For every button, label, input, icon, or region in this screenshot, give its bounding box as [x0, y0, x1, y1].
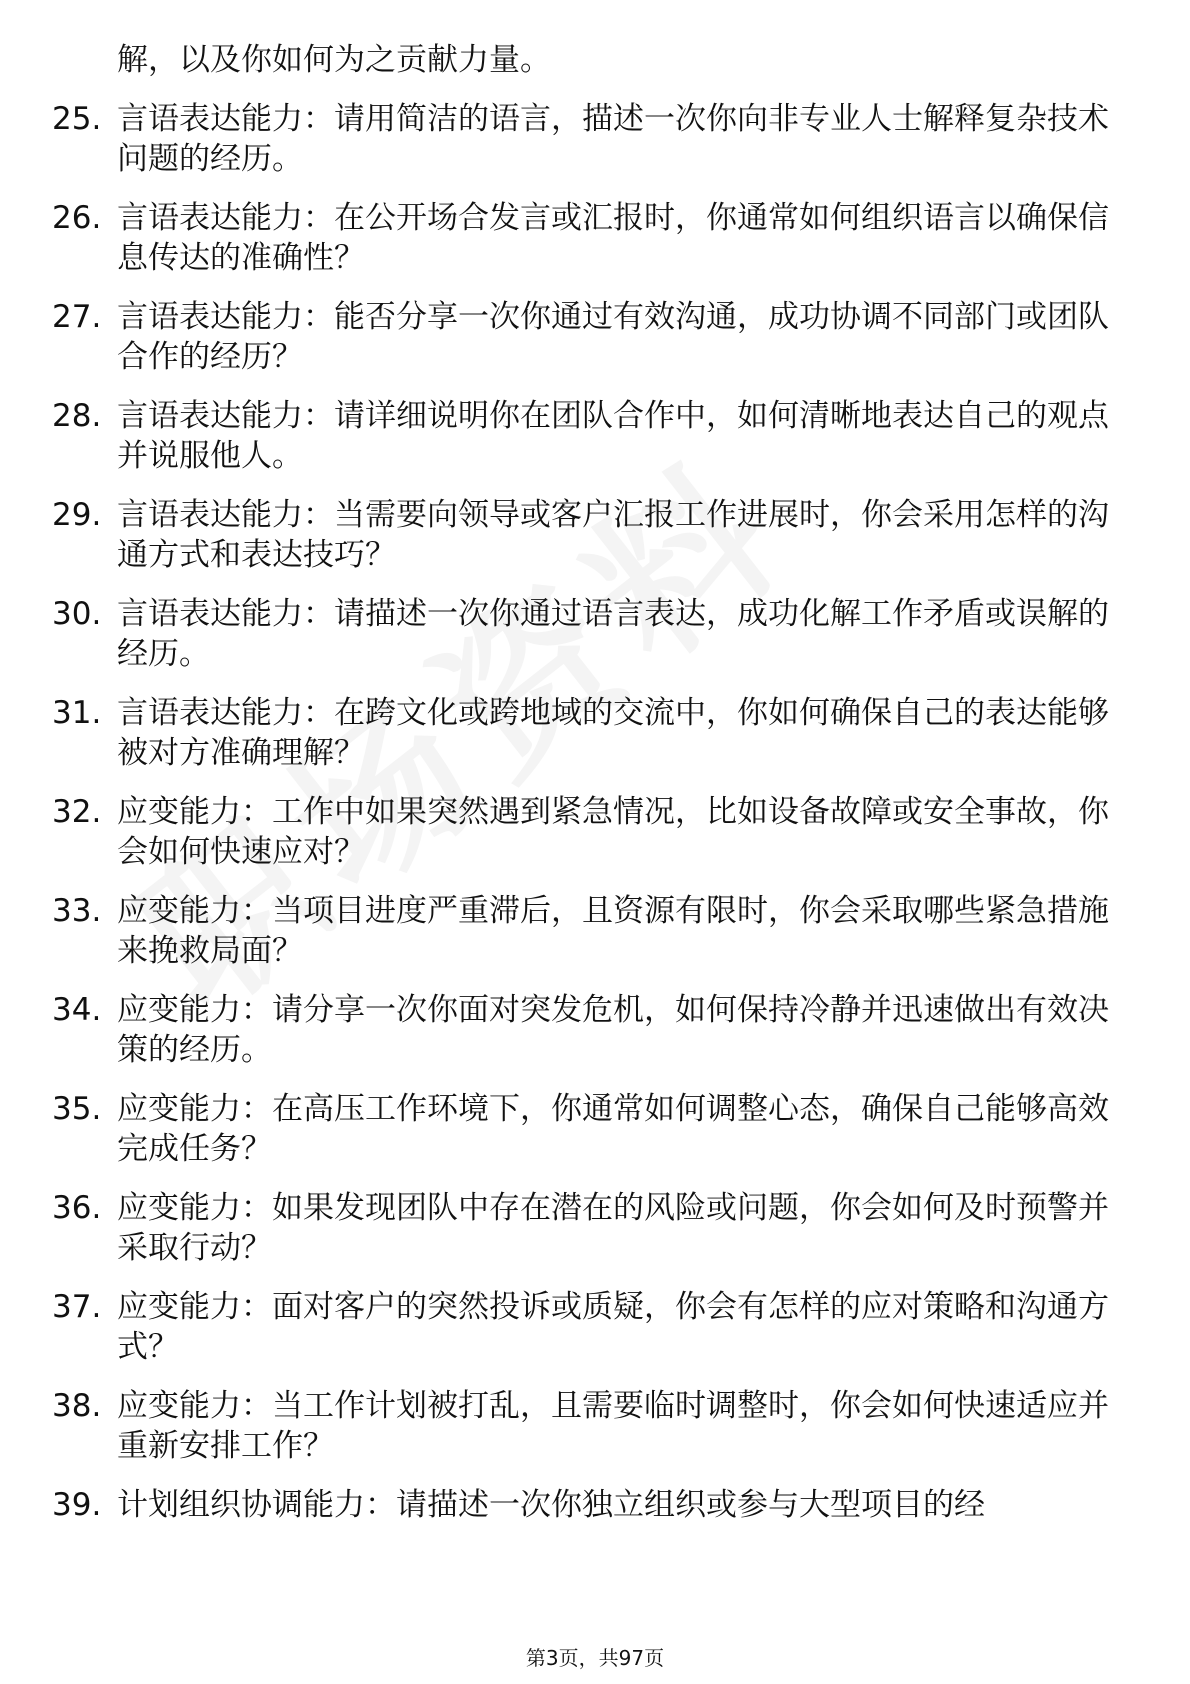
- list-item: [52, 1485, 1132, 1525]
- item-text: 应变能力：当工作计划被打乱，且需要临时调整时，你会如何快速适应并重新安排工作？: [117, 1388, 1109, 1464]
- list-item: [52, 891, 1132, 971]
- item-text: 应变能力：工作中如果突然遇到紧急情况，比如设备故障或安全事故，你会如何快速应对？: [117, 794, 1109, 870]
- list-item: [52, 792, 1132, 872]
- continued-text: 解，以及你如何为之贡献力量。: [117, 42, 551, 78]
- item-text: 言语表达能力：请描述一次你通过语言表达，成功化解工作矛盾或误解的经历。: [117, 596, 1109, 672]
- item-text: 应变能力：面对客户的突然投诉或质疑，你会有怎样的应对策略和沟通方式？: [117, 1289, 1109, 1365]
- item-number: 29.: [52, 497, 102, 533]
- item-number: 34.: [52, 992, 102, 1028]
- list-item: [52, 594, 1132, 674]
- item-number: 39.: [52, 1487, 102, 1523]
- list-item: [52, 990, 1132, 1070]
- item-number: 28.: [52, 398, 102, 434]
- item-text: 应变能力：在高压工作环境下，你通常如何调整心态，确保自己能够高效完成任务？: [117, 1091, 1109, 1167]
- item-number: 31.: [52, 695, 102, 731]
- item-text: 言语表达能力：能否分享一次你通过有效沟通，成功协调不同部门或团队合作的经历？: [117, 299, 1109, 375]
- item-number: 35.: [52, 1091, 102, 1127]
- item-number: 32.: [52, 794, 102, 830]
- list-item: [52, 198, 1132, 278]
- list-item: [52, 1089, 1132, 1169]
- page-footer: 第3页，共97页: [525, 1646, 665, 1670]
- item-number: 30.: [52, 596, 102, 632]
- item-number: 36.: [52, 1190, 102, 1226]
- list-item: [52, 396, 1132, 476]
- item-text: 应变能力：请分享一次你面对突发危机，如何保持冷静并迅速做出有效决策的经历。: [117, 992, 1109, 1068]
- item-text: 应变能力：如果发现团队中存在潜在的风险或问题，你会如何及时预警并采取行动？: [117, 1190, 1109, 1266]
- list-item: [52, 1287, 1132, 1367]
- item-text: 计划组织协调能力：请描述一次你独立组织或参与大型项目的经: [117, 1487, 985, 1523]
- item-number: 33.: [52, 893, 102, 929]
- list-item: [52, 99, 1132, 179]
- item-text: 言语表达能力：在公开场合发言或汇报时，你通常如何组织语言以确保信息传达的准确性？: [117, 200, 1109, 276]
- question-list: [52, 40, 1132, 1544]
- item-text: 言语表达能力：请用简洁的语言，描述一次你向非专业人士解释复杂技术问题的经历。: [117, 101, 1109, 177]
- list-item: [52, 495, 1132, 575]
- list-item: [52, 693, 1132, 773]
- list-item: [52, 297, 1132, 377]
- item-text: 应变能力：当项目进度严重滞后，且资源有限时，你会采取哪些紧急措施来挽救局面？: [117, 893, 1109, 969]
- item-number: 27.: [52, 299, 102, 335]
- item-number: 26.: [52, 200, 102, 236]
- list-item: [52, 1386, 1132, 1466]
- item-number: 38.: [52, 1388, 102, 1424]
- list-item: [52, 1188, 1132, 1268]
- item-number: 37.: [52, 1289, 102, 1325]
- item-text: 言语表达能力：请详细说明你在团队合作中，如何清晰地表达自己的观点并说服他人。: [117, 398, 1109, 474]
- item-text: 言语表达能力：在跨文化或跨地域的交流中，你如何确保自己的表达能够被对方准确理解？: [117, 695, 1109, 771]
- item-text: 言语表达能力：当需要向领导或客户汇报工作进展时，你会采用怎样的沟通方式和表达技巧？: [117, 497, 1109, 573]
- item-number: 25.: [52, 101, 102, 137]
